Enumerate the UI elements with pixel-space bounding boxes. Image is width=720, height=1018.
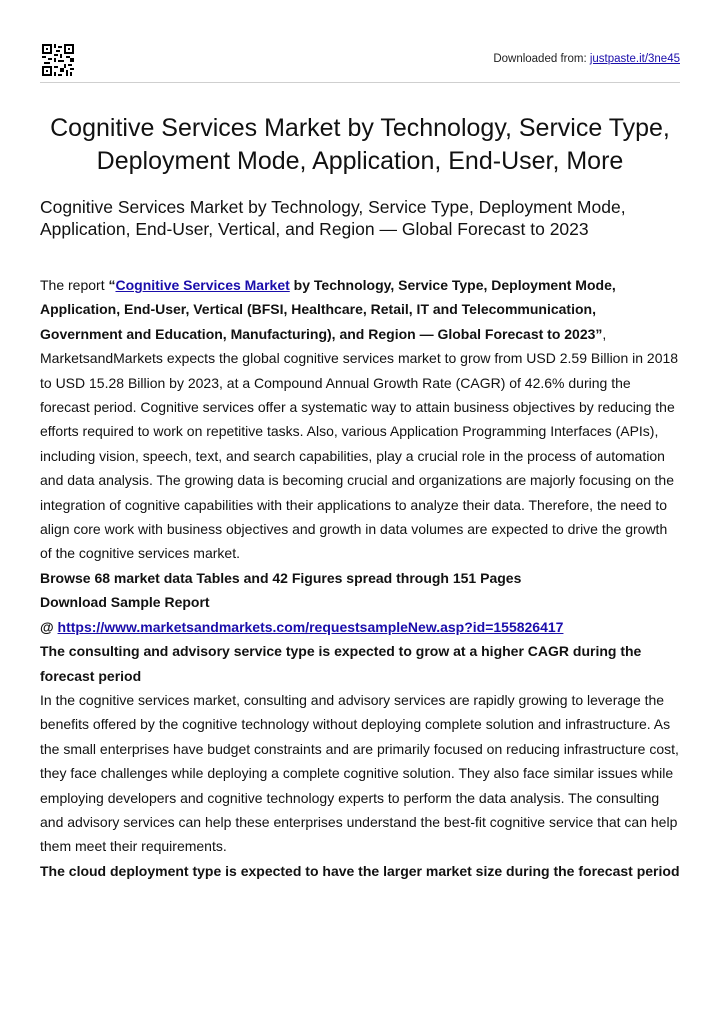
download-sample-label: [40, 590, 682, 614]
page-subtitle: Cognitive Services Market by Technology, Service Type, Deployment Mode, Application, End-User, Vertical, and Region — Global Forecast to 2023: [40, 197, 626, 239]
section-heading-consulting-text: The consulting and advisory service type is expected to grow at a higher CAGR during the forecast period: [40, 643, 642, 684]
page-title: Cognitive Services Market by Technology, Service Type, Deployment Mode, Application, End-User, More: [50, 114, 670, 175]
intro-comma: ,: [602, 325, 607, 342]
quote-open: “: [108, 277, 116, 293]
browse-line: [40, 566, 682, 590]
section-heading-cloud-text: The cloud deployment type is expected to have the larger market size during the forecast period: [40, 862, 680, 879]
source-link[interactable]: justpaste.it/3ne45: [589, 53, 680, 65]
qr-code-icon: [42, 44, 74, 76]
section-heading-consulting: [40, 639, 682, 688]
report-link[interactable]: Cognitive Services Market: [115, 277, 290, 293]
download-source: [493, 53, 680, 65]
intro-body: MarketsandMarkets expects the global cognitive services market to grow from USD 2.59 Billion in 2018 to USD 15.28 Billion by 2023, at a Compound Annual Growth Rate (CAGR) of 42.6% during the forecast period. Cognitive services offer a systematic way to attain business objectives by reducing the efforts required to work on repetitive tasks. Also, various Application Programming Interfaces (APIs), including vision, speech, text, and search capabilities, play a crucial role in the process of automation and data analysis. The growing data is becoming crucial and organizations are majorly focusing on the integration of cognitive capabilities with their applications to analyze their data. Therefore, the need to align core work with business objectives and growth in data volumes are expected to drive the growth of the cognitive services market.: [40, 350, 679, 562]
at-symbol: @: [40, 618, 58, 635]
browse-line-text: Browse 68 market data Tables and 42 Figures spread through 151 Pages: [40, 569, 522, 586]
section-heading-cloud: [40, 859, 682, 883]
download-sample-text: Download Sample Report: [40, 594, 210, 611]
section-body-consulting: In the cognitive services market, consulting and advisory services are rapidly growing to leverage the benefits offered by the cognitive technology without deploying complete solution and infrastructure. As the small enterprises have budget constraints and are primarily focused on reducing infrastructure cost, they face challenges while deploying a complete cognitive solution. They also face similar issues while employing developers and cognitive technology experts to perform the data analysis. The consulting and advisory services can help these enterprises understand the best-fit cognitive service that can help them meet their requirements.: [40, 691, 679, 855]
article-body: [40, 273, 682, 883]
header-divider: [40, 82, 680, 83]
report-title: by Technology, Service Type, Deployment Mode, Application, End-User, Vertical (BFSI, Healthcare, Retail, IT and Telecommunication, Government and Education, Manufacturing), and Region — Global Forecast to 2023”: [40, 277, 616, 342]
intro-paragraph: [40, 273, 682, 566]
sample-report-link[interactable]: https://www.marketsandmarkets.com/requestsampleNew.asp?id=155826417: [57, 618, 564, 635]
intro-lead: The report: [40, 277, 109, 293]
download-source-label: Downloaded from:: [493, 53, 590, 65]
download-sample-line: [40, 615, 682, 639]
